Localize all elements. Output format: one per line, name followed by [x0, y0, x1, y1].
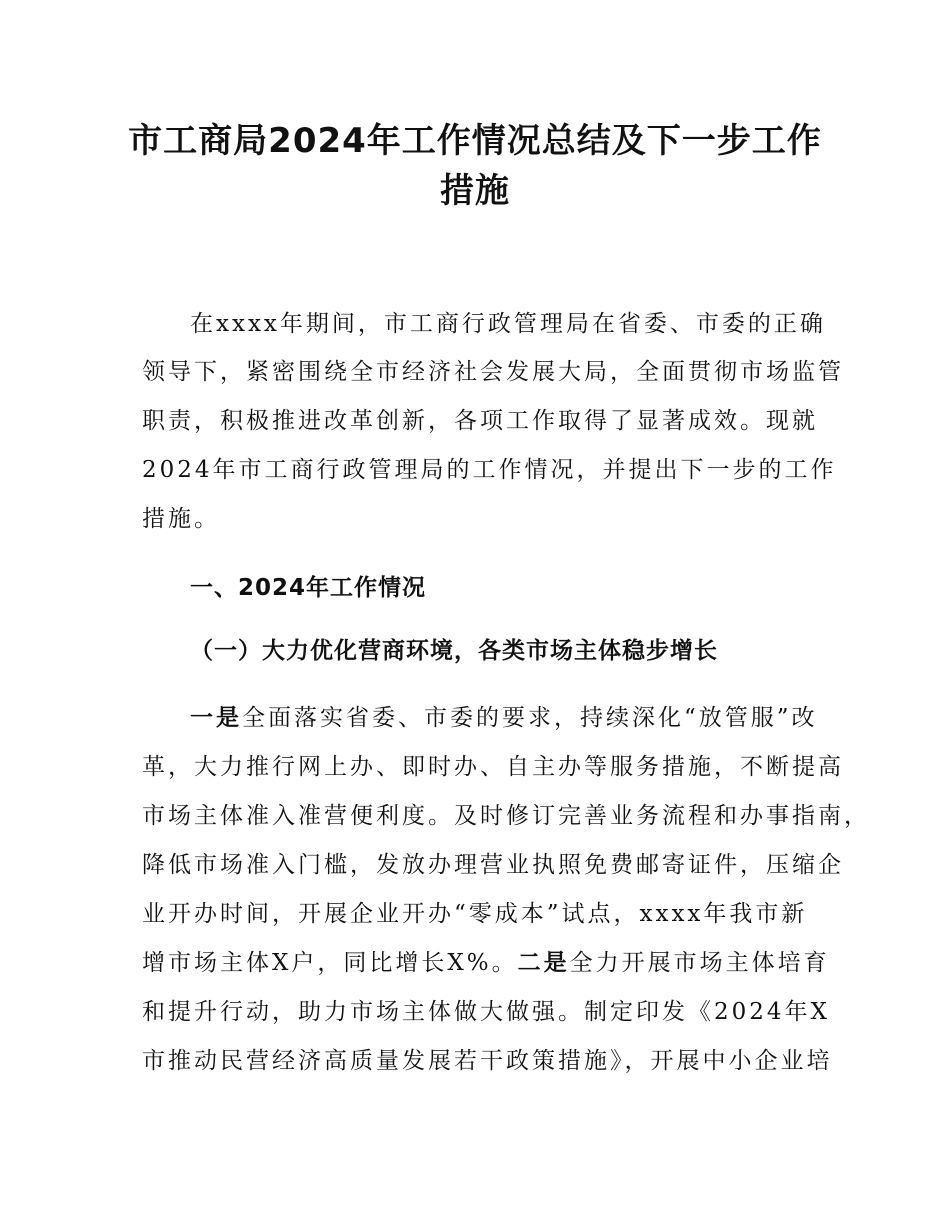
intro-line-4: 2024年市工商行政管理局的工作情况，并提出下一步的工作 [142, 457, 837, 483]
paragraph-1-line-6-rest: 全力开展市场主体培育 [569, 950, 830, 976]
intro-line-3: 职责，积极推进改革创新，各项工作取得了显著成效。现就 [142, 408, 818, 434]
paragraph-1-line-8: 市推动民营经济高质量发展若干政策措施》，开展中小企业培 [142, 1048, 833, 1074]
point-two-lead: 二是 [517, 950, 570, 976]
paragraph-1-line-6-start: 增市场主体X户，同比增长X%。 [142, 950, 518, 976]
paragraph-1-line-4: 降低市场准入门槛，发放办理营业执照免费邮寄证件，压缩企 [142, 852, 844, 878]
document-title-line-1: 市工商局2024年工作情况总结及下一步工作 [128, 121, 822, 161]
section-heading-1: 一、2024年工作情况 [190, 575, 427, 601]
paragraph-1-line-7: 和提升行动，助力市场主体做大做强。制定印发《2024年X [142, 999, 830, 1025]
paragraph-1-line-1-text: 全面落实省委、市委的要求，持续深化“放管服”改 [242, 705, 818, 731]
paragraph-1-line-3: 市场主体准入准营便利度。及时修订完善业务流程和办事指南， [142, 803, 870, 829]
paragraph-1-line-1 [190, 703, 818, 733]
intro-line-1: 在xxxx年期间，市工商行政管理局在省委、市委的正确 [190, 311, 826, 337]
document-title-line-2: 措施 [440, 171, 510, 211]
point-one-lead: 一是 [190, 705, 242, 731]
paragraph-1-line-5: 业开办时间，开展企业开办“零成本”试点，xxxx年我市新 [142, 901, 808, 927]
intro-line-2: 领导下，紧密围绕全市经济社会发展大局，全面贯彻市场监管 [142, 359, 844, 385]
intro-line-5: 措施。 [142, 506, 220, 532]
subsection-heading-1: （一）大力优化营商环境，各类市场主体稳步增长 [190, 638, 718, 664]
paragraph-1-line-2: 革，大力推行网上办、即时办、自主办等服务措施，不断提高 [142, 754, 844, 780]
paragraph-1-line-6 [142, 948, 830, 978]
